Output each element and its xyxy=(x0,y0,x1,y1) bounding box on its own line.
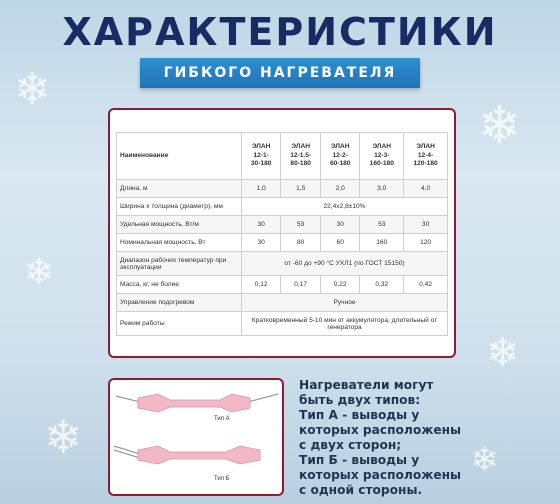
table-cell: 80 xyxy=(281,234,321,252)
subtitle-banner: ГИБКОГО НАГРЕВАТЕЛЯ xyxy=(140,58,420,88)
column-header-name: Наименование xyxy=(117,133,242,180)
heater-types-card xyxy=(108,378,284,496)
table-cell: 30 xyxy=(242,216,281,234)
snowflake-icon: ❄ xyxy=(44,410,83,464)
row-label: Номинальная мощность, Вт xyxy=(117,234,242,252)
row-label: Длина, м xyxy=(117,180,242,198)
type-b-label: Тип Б xyxy=(214,476,230,482)
description-line: Нагреватели могут xyxy=(299,378,434,392)
table-cell: 0,42 xyxy=(404,276,448,294)
description-line: Тип А - выводы у xyxy=(299,408,420,422)
snowflake-icon: ❄ xyxy=(14,64,51,115)
row-label: Удельная мощность, Вт/м xyxy=(117,216,242,234)
table-header-row xyxy=(117,133,448,180)
table-row xyxy=(117,216,448,234)
table-cell: Кратковременный 5-10 мин от аккумулятора, длительный от генератора xyxy=(242,312,448,336)
column-header: ЭЛАН 12-4- 120-180 xyxy=(404,133,448,180)
table-row xyxy=(117,198,448,216)
table-cell: 4,0 xyxy=(404,180,448,198)
row-label: Ширина х толщина (диаметр), мм xyxy=(117,198,242,216)
table-row xyxy=(117,180,448,198)
row-label: Режим работы xyxy=(117,312,242,336)
description-line: которых расположены xyxy=(299,423,462,437)
table-cell: 60 xyxy=(321,234,360,252)
table-cell: 160 xyxy=(360,234,404,252)
column-header: ЭЛАН 12-2- 60-180 xyxy=(321,133,360,180)
table-cell: 2,0 xyxy=(321,180,360,198)
table-cell: 0,17 xyxy=(281,276,321,294)
table-cell: 0,22 xyxy=(321,276,360,294)
description-line: которых расположены xyxy=(299,468,462,482)
column-header: ЭЛАН 12-3- 160-180 xyxy=(360,133,404,180)
snowflake-icon: ❄ xyxy=(24,252,55,293)
row-label: Масса, кг, не более xyxy=(117,276,242,294)
specs-table xyxy=(116,132,448,336)
table-cell: 22,4х2,8±10% xyxy=(242,198,448,216)
table-cell: 30 xyxy=(242,234,281,252)
description-line: Тип Б - выводы у xyxy=(299,453,420,467)
heater-type-a-icon xyxy=(116,394,278,412)
description-line: с двух сторон; xyxy=(299,438,402,452)
table-cell: 1,0 xyxy=(242,180,281,198)
table-cell: 0,12 xyxy=(242,276,281,294)
table-cell: Ручное xyxy=(242,294,448,312)
heater-types-description xyxy=(299,378,462,498)
snowflake-icon: ❄ xyxy=(470,440,499,480)
table-row xyxy=(117,252,448,276)
snowflake-icon: ❄ xyxy=(486,330,520,376)
table-cell: 3,0 xyxy=(360,180,404,198)
row-label: Управление подогревом xyxy=(117,294,242,312)
table-cell: 53 xyxy=(360,216,404,234)
table-cell: от -60 до +90 °С УХЛ1 (по ГОСТ 15150) xyxy=(242,252,448,276)
heater-types-illustration xyxy=(110,380,282,494)
column-header: ЭЛАН 12-1- 30-180 xyxy=(242,133,281,180)
page-title: ХАРАКТЕРИСТИКИ xyxy=(62,10,498,54)
snowflake-icon: ❄ xyxy=(478,96,522,156)
row-label: Диапазон рабочих температур при эксплуатации xyxy=(117,252,242,276)
table-row xyxy=(117,276,448,294)
table-cell: 30 xyxy=(321,216,360,234)
description-line: быть двух типов: xyxy=(299,393,421,407)
table-cell: 0,32 xyxy=(360,276,404,294)
table-cell: 30 xyxy=(404,216,448,234)
table-cell: 120 xyxy=(404,234,448,252)
table-row xyxy=(117,294,448,312)
table-row xyxy=(117,312,448,336)
column-header: ЭЛАН 12-1.5- 80-180 xyxy=(281,133,321,180)
type-a-label: Тип А xyxy=(214,416,230,422)
table-cell: 53 xyxy=(281,216,321,234)
table-row xyxy=(117,234,448,252)
heater-type-b-icon xyxy=(114,446,260,464)
specs-card xyxy=(108,108,456,358)
description-line: с одной стороны. xyxy=(299,483,423,497)
table-cell: 1,5 xyxy=(281,180,321,198)
